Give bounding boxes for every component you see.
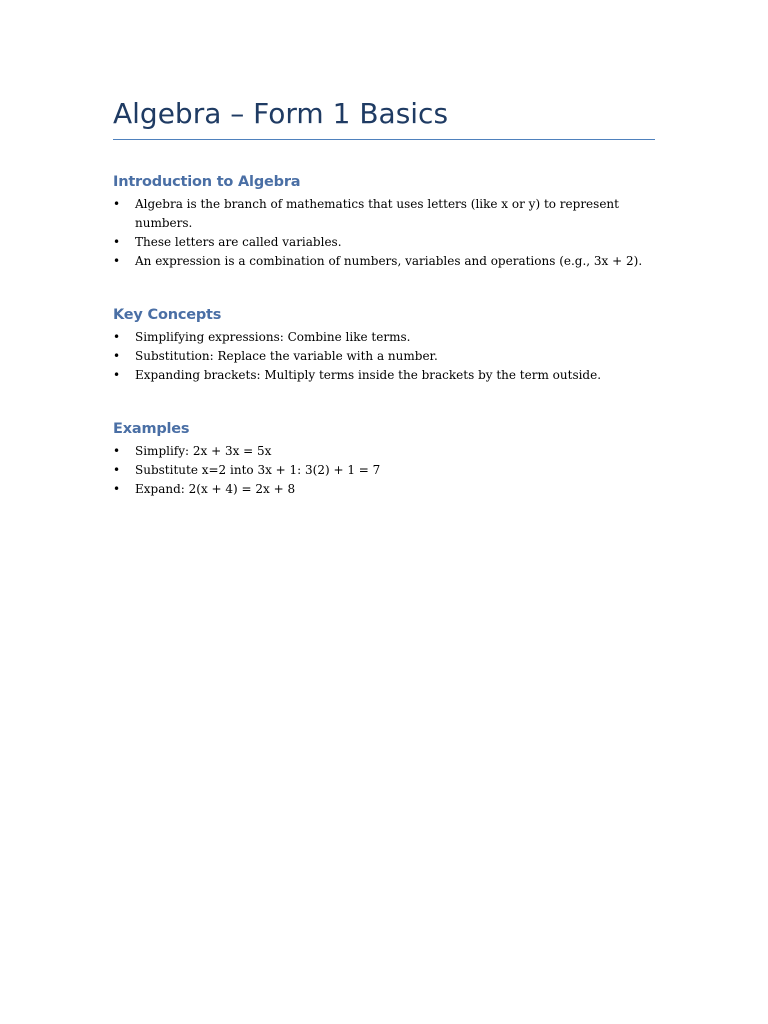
section-heading: Introduction to Algebra <box>113 174 301 190</box>
title-underline-divider <box>113 139 655 140</box>
section-heading: Examples <box>113 421 190 437</box>
section-key-concepts <box>113 304 673 385</box>
bullet-icon: • <box>113 330 121 344</box>
list-item <box>113 195 673 233</box>
list-item-text: Simplifying expressions: Combine like terms. <box>135 330 411 344</box>
bullet-icon: • <box>113 482 121 496</box>
list-item <box>113 233 673 252</box>
list-item <box>113 461 673 480</box>
list-item <box>113 366 673 385</box>
list-item-text: Expand: 2(x + 4) = 2x + 8 <box>135 482 296 496</box>
bullet-icon: • <box>113 254 121 268</box>
section-examples <box>113 418 673 499</box>
bullet-icon: • <box>113 444 121 458</box>
list-item-text: Algebra is the branch of mathematics that uses letters (like x or y) to represent numbers. <box>135 197 619 230</box>
page-title: Algebra – Form 1 Basics <box>113 97 449 130</box>
section-introduction-to-algebra <box>113 171 673 271</box>
list-item <box>113 442 673 461</box>
list-item-text: Expanding brackets: Multiply terms inside the brackets by the term outside. <box>135 368 602 382</box>
list-item-text: Simplify: 2x + 3x = 5x <box>135 444 272 458</box>
bullet-icon: • <box>113 235 121 249</box>
list-item <box>113 480 673 499</box>
bullet-list <box>113 195 673 271</box>
list-item-text: Substitution: Replace the variable with a number. <box>135 349 438 363</box>
bullet-icon: • <box>113 463 121 477</box>
bullet-icon: • <box>113 349 121 363</box>
section-heading: Key Concepts <box>113 307 222 323</box>
bullet-list <box>113 442 673 499</box>
bullet-icon: • <box>113 368 121 382</box>
list-item <box>113 328 673 347</box>
bullet-icon: • <box>113 197 121 211</box>
list-item <box>113 347 673 366</box>
list-item-text: Substitute x=2 into 3x + 1: 3(2) + 1 = 7 <box>135 463 381 477</box>
list-item <box>113 252 673 271</box>
list-item-text: An expression is a combination of numbers, variables and operations (e.g., 3x + 2). <box>135 254 643 268</box>
bullet-list <box>113 328 673 385</box>
list-item-text: These letters are called variables. <box>135 235 342 249</box>
